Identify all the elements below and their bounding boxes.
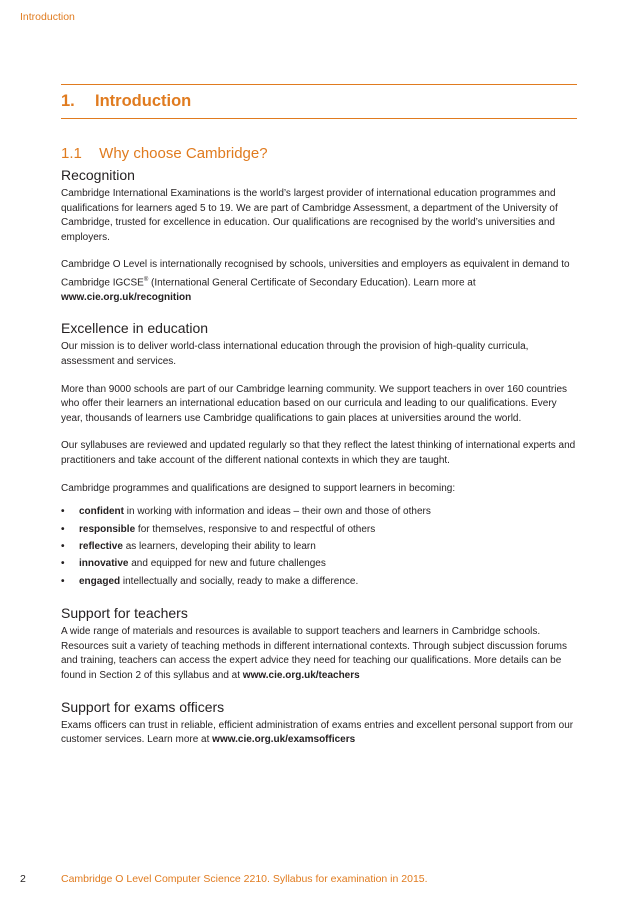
subsection-title: Why choose Cambridge? xyxy=(99,145,268,162)
excellence-paragraph-4: Cambridge programmes and qualifications are designed to support learners in becoming: xyxy=(61,482,456,494)
bullet-text: as learners, developing their ability to learn xyxy=(122,541,316,553)
registered-mark: ® xyxy=(143,276,149,283)
recognition-p2-text-a: Cambridge O Level is internationally recognised by schools, universities and employers as equivalent in demand to Cambridge IGCSE xyxy=(61,259,570,289)
excellence-paragraph-1: Our mission is to deliver world-class international education through the provision of high-quality curricula, assessment and services. xyxy=(61,341,529,368)
bullet-term: engaged xyxy=(79,575,121,587)
section-number: 1. xyxy=(61,92,75,110)
excellence-paragraph-3: Our syllabuses are reviewed and updated regularly so that they reflect the latest thinking of international experts and practitioners and take account of the different national contexts in which they are taught. xyxy=(61,440,576,467)
excellence-heading: Excellence in education xyxy=(61,320,209,337)
recognition-heading: Recognition xyxy=(61,167,135,183)
exams-text: Exams officers can trust in reliable, efficient administration of exams entries and excellent personal support from our customer services. Learn more at xyxy=(61,719,574,746)
footer-text: Cambridge O Level Computer Science 2210. Syllabus for examination in 2015. xyxy=(61,873,428,885)
section-title-text: Introduction xyxy=(95,92,192,110)
teachers-link[interactable]: www.cie.org.uk/teachers xyxy=(242,670,360,682)
list-item xyxy=(61,573,577,590)
learner-attributes-list xyxy=(61,503,577,590)
recognition-paragraph-2 xyxy=(61,258,577,305)
list-item xyxy=(61,538,577,555)
bullet-term: responsible xyxy=(79,523,136,535)
bullet: • xyxy=(61,575,65,587)
bullet-text: for themselves, responsive to and respectful of others xyxy=(135,523,376,535)
bullet-text: intellectually and socially, ready to make a difference. xyxy=(120,575,359,587)
recognition-p2-text-b: (International General Certificate of Secondary Education). Learn more at xyxy=(148,277,476,289)
bullet-text: and equipped for new and future challenges xyxy=(128,558,326,570)
recognition-paragraph-1: Cambridge International Examinations is the world’s largest provider of international education programmes and qualifications for learners aged 5 to 19. We are part of Cambridge Assessment, a department of the University of Cambridge, trusted for excellence in education. Our qualifications are recognised by the world’s universities and employers. xyxy=(61,188,558,243)
teachers-text: A wide range of materials and resources is available to support teachers and learners in Cambridge schools. Resources suit a variety of teaching methods in different international contexts. Through subject discussion forums and training, teachers can access the expert advice they need for teaching our qualifications. More details can be found in Section 2 of this syllabus and at xyxy=(61,626,568,682)
page-number: 2 xyxy=(20,873,26,885)
bullet: • xyxy=(61,541,65,553)
bullet: • xyxy=(61,558,65,570)
bullet: • xyxy=(61,523,65,535)
list-item xyxy=(61,503,577,520)
subsection-heading xyxy=(61,145,577,162)
bullet-term: confident xyxy=(79,506,124,518)
excellence-paragraph-2: More than 9000 schools are part of our Cambridge learning community. We support teachers in over 160 countries who offer their learners an international education based on our curricula and leading to our qualifications. Every year, thousands of learners use Cambridge qualifications to gain places at universities around the world. xyxy=(61,383,568,424)
exams-heading: Support for exams officers xyxy=(61,698,225,715)
list-item xyxy=(61,555,577,572)
recognition-link[interactable]: www.cie.org.uk/recognition xyxy=(61,291,192,303)
teachers-paragraph xyxy=(61,625,577,683)
exams-link[interactable]: www.cie.org.uk/examsofficers xyxy=(212,734,356,746)
bullet-text: in working with information and ideas – their own and those of others xyxy=(124,506,431,518)
section-title xyxy=(61,84,577,119)
page-content xyxy=(61,84,577,748)
bullet: • xyxy=(61,506,65,518)
bullet-term: reflective xyxy=(79,541,123,553)
teachers-heading: Support for teachers xyxy=(61,605,188,622)
list-item xyxy=(61,521,577,538)
bullet-term: innovative xyxy=(79,558,129,570)
running-head: Introduction xyxy=(20,11,75,23)
exams-paragraph xyxy=(61,719,577,748)
subsection-number: 1.1 xyxy=(61,145,82,162)
